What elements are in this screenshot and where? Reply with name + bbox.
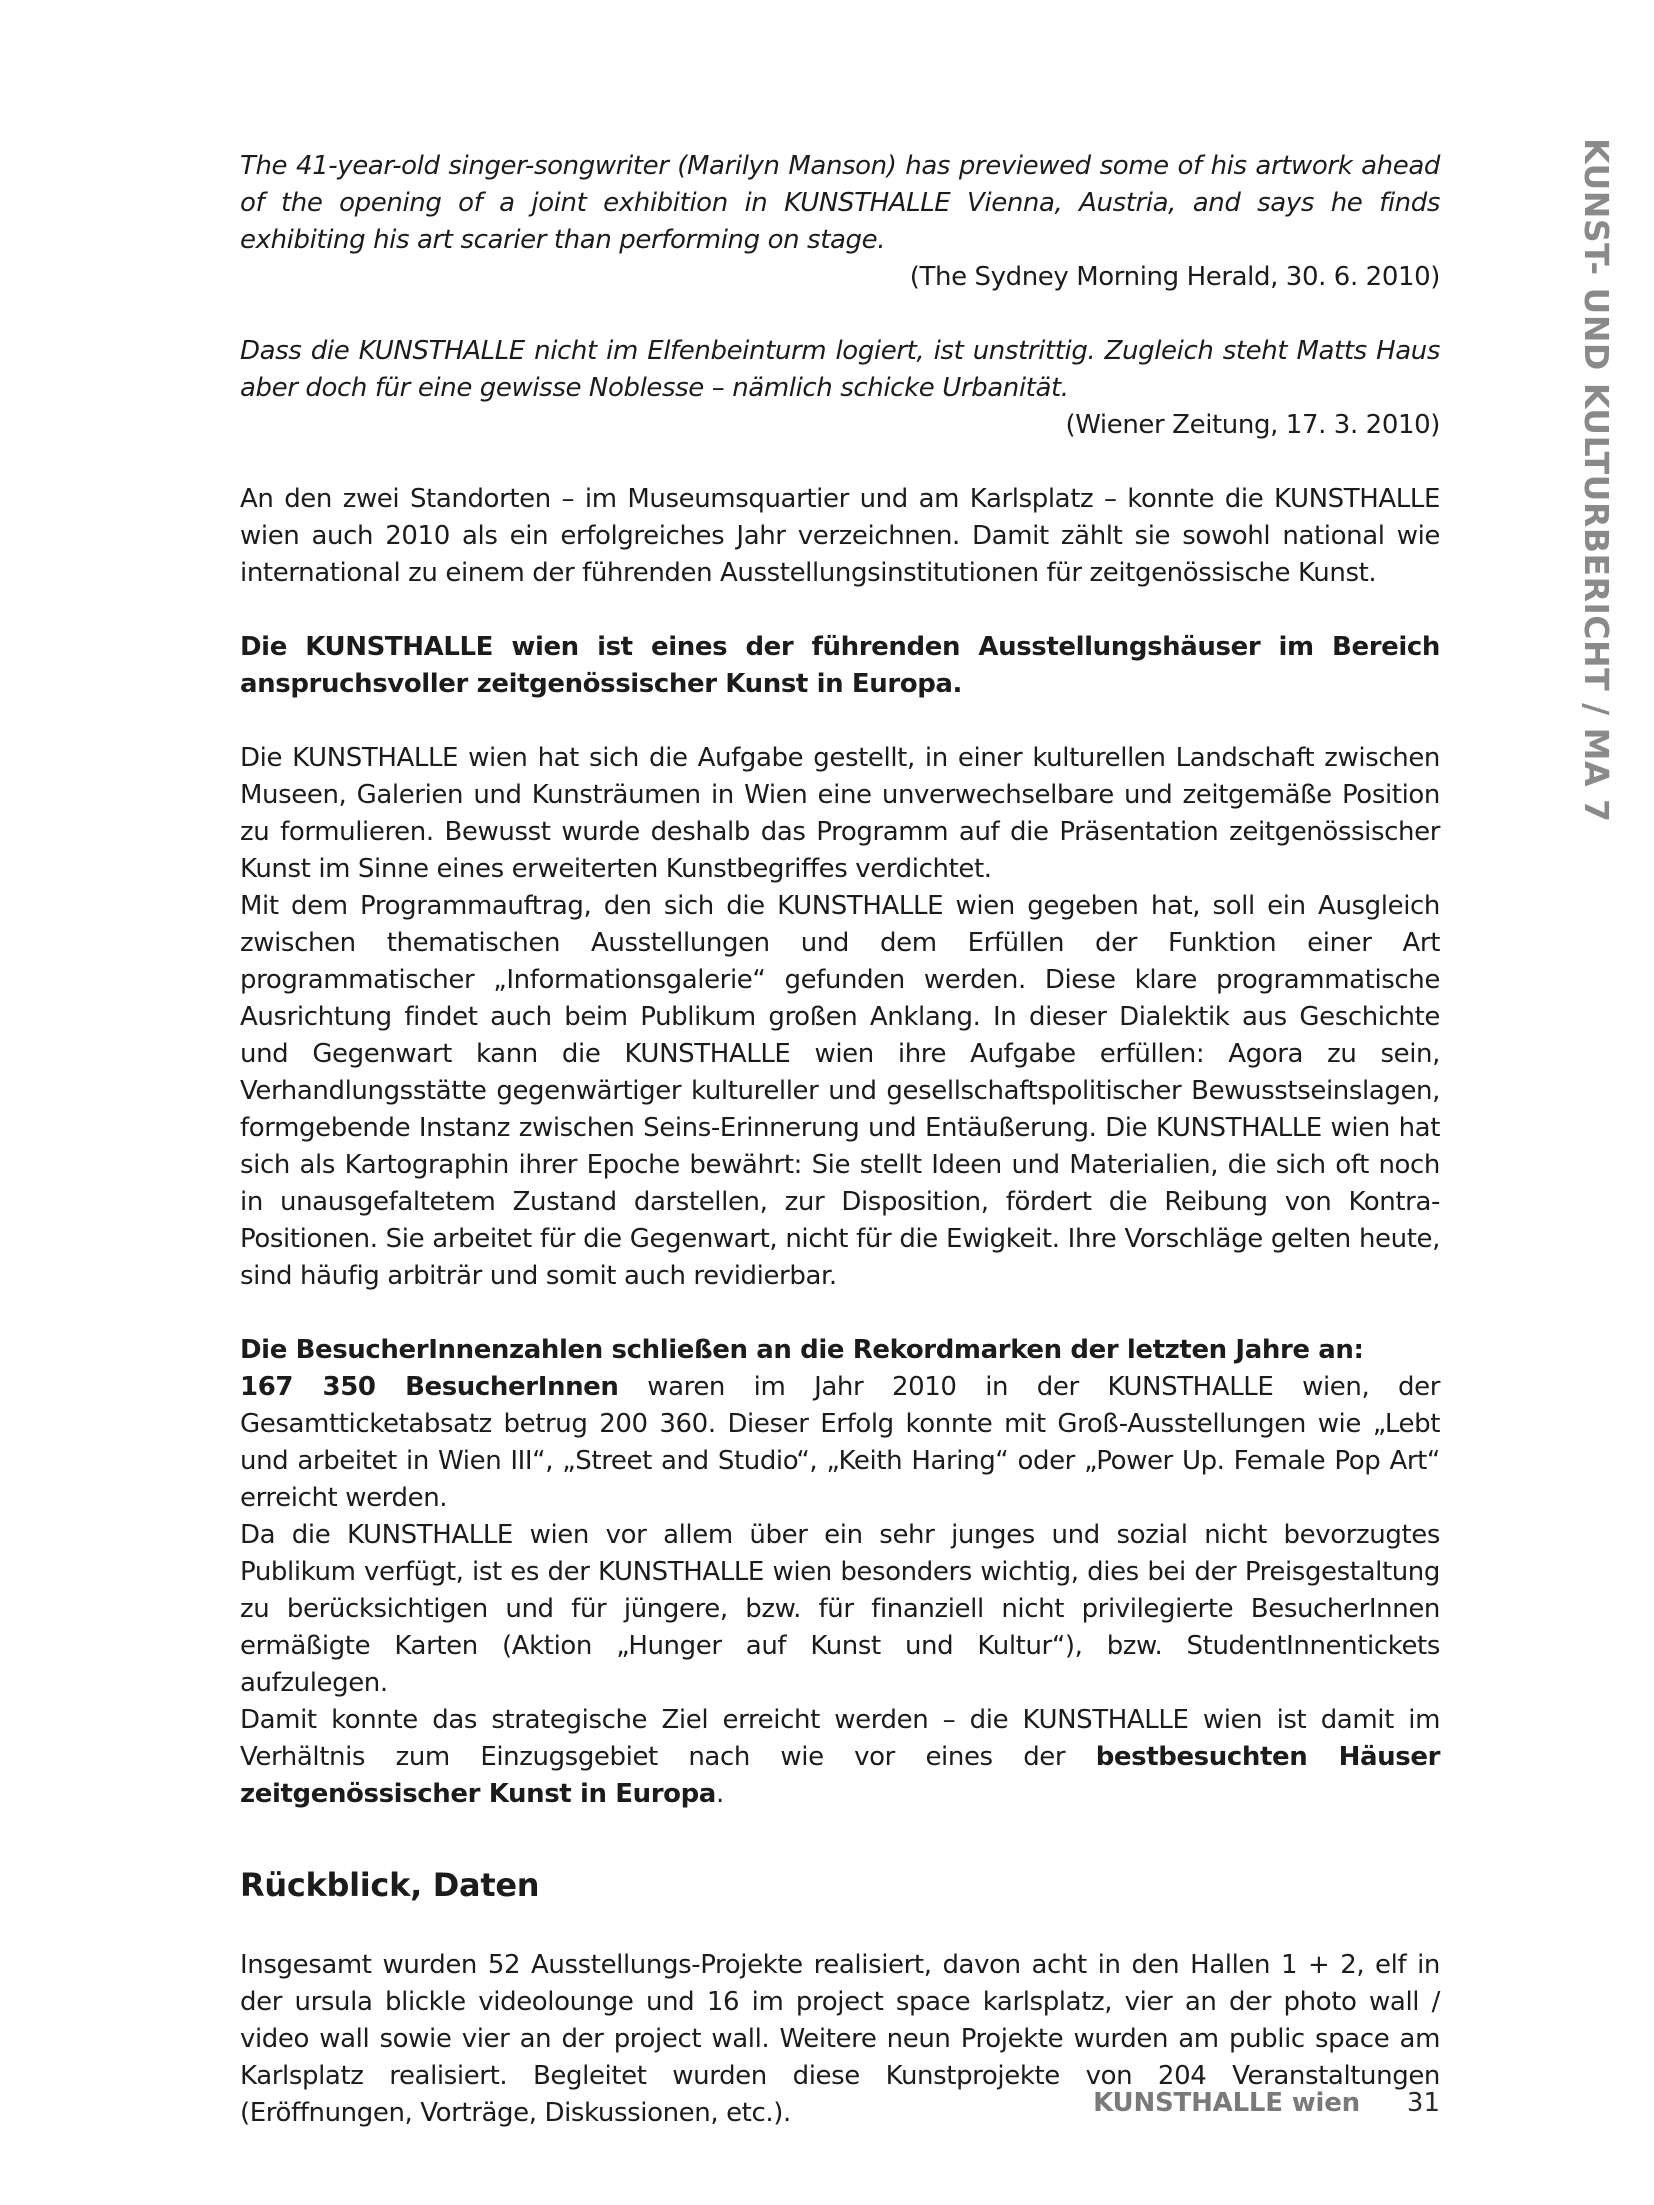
main-content: [240, 148, 1440, 2132]
footer-brand: KUNSTHALLE wien: [1093, 2088, 1360, 2118]
intro-paragraph: An den zwei Standorten – im Museumsquartier und am Karlsplatz – konnte die KUNSTHALLE wien auch 2010 als ein erfolgreiches Jahr verzeichnen. Damit zählt sie sowohl national wie international zu einem der führenden Ausstellungsinstitutionen für zeitgenössische Kunst.: [240, 484, 1440, 588]
goal-paragraph: [240, 1702, 1440, 1813]
section-title: Rückblick, Daten: [240, 1866, 540, 1904]
visitors-count-paragraph: [240, 1369, 1440, 1517]
pricing-paragraph: Da die KUNSTHALLE wien vor allem über ein sehr junges und sozial nicht bevorzugtes Publikum verfügt, ist es der KUNSTHALLE wien besonders wichtig, dies bei der Preisgestaltung zu berücksichtigen und für jüngere, bzw. für finanziell nicht privilegierte BesucherInnen ermäßigte Karten (Aktion „Hunger auf Kunst und Kultur“), bzw. StudentInnentickets aufzulegen.: [240, 1520, 1440, 1698]
page-number: 31: [1406, 2088, 1440, 2118]
goal-text: Damit konnte das strategische Ziel erreicht werden – die KUNSTHALLE wien ist damit im Verhältnis zum Einzugsgebiet nach wie vor eines der: [240, 1705, 1440, 1772]
quote-source-1: (The Sydney Morning Herald, 30. 6. 2010): [909, 262, 1440, 292]
quote-text-1: The 41-year-old singer-songwriter (Marilyn Manson) has previewed some of his artwork ahead of the opening of a joint exhibition in KUNSTHALLE Vienna, Austria, and says he finds exhibiting his art scarier than performing on stage.: [240, 151, 1440, 255]
mission-paragraph-2: Mit dem Programmauftrag, den sich die KUNSTHALLE wien gegeben hat, soll ein Ausgleich zwischen thematischen Ausstellungen und dem Erfüllen der Funktion einer Art programmatischer „Informationsgalerie“ gefunden werden. Diese klare programmatische Ausrichtung findet auch beim Publikum großen Anklang. In dieser Dialektik aus Geschichte und Gegenwart kann die KUNSTHALLE wien ihre Aufgabe erfüllen: Agora zu sein, Verhandlungsstätte gegenwärtiger kultureller und gesellschaftspolitischer Bewusstseinslagen, formgebende Instanz zwischen Seins-Erinnerung und Entäußerung. Die KUNSTHALLE wien hat sich als Kartographin ihrer Epoche bewährt: Sie stellt Ideen und Materialien, die sich oft noch in unausgefaltetem Zustand darstellen, zur Disposition, fördert die Reibung von Kontra-Positionen. Sie arbeitet für die Gegenwart, nicht für die Ewigkeit. Ihre Vorschläge gelten heute, sind häufig arbiträr und somit auch revidierbar.: [240, 891, 1440, 1291]
headline-bold: Die KUNSTHALLE wien ist eines der führenden Ausstellungshäuser im Bereich anspruchsvoller zeitgenössischer Kunst in Europa.: [240, 632, 1440, 699]
mission-paragraph-1: Die KUNSTHALLE wien hat sich die Aufgabe gestellt, in einer kulturellen Landschaft zwischen Museen, Galerien und Kunsträumen in Wien eine unverwechselbare und zeitgemäße Position zu formulieren. Bewusst wurde deshalb das Programm auf die Präsentation zeitgenössischer Kunst im Sinne eines erweiterten Kunstbegriffes verdichtet.: [240, 743, 1440, 884]
visitors-count-text: waren im Jahr 2010 in der KUNSTHALLE wien, der Gesamtticketabsatz betrug 200 360. Dieser Erfolg konnte mit Groß-Ausstellungen wie „Lebt und arbeitet in Wien III“, „Street and Studio“, „Keith Haring“ oder „Power Up. Female Pop Art“ erreicht werden.: [240, 1372, 1440, 1513]
goal-bold: bestbesuchten Häuser zeitgenössischer Kunst in Europa: [240, 1742, 1440, 1809]
quote-source-2: (Wiener Zeitung, 17. 3. 2010): [1065, 410, 1440, 440]
section-paragraph: Insgesamt wurden 52 Ausstellungs-Projekte realisiert, davon acht in den Hallen 1 + 2, elf in der ursula blickle videolounge und 16 im project space karlsplatz, vier an der photo wall / video wall sowie vier an der project wall. Weitere neun Projekte wurden am public space am Karlsplatz realisiert. Begleitet wurden diese Kunstprojekte von 204 Veranstaltungen (Eröffnungen, Vorträge, Diskussionen, etc.).: [240, 1950, 1440, 2128]
visitors-heading: Die BesucherInnenzahlen schließen an die Rekordmarken der letzten Jahre an:: [240, 1335, 1364, 1365]
goal-end: .: [715, 1779, 724, 1809]
visitors-count: 167 350 BesucherInnen: [240, 1372, 619, 1402]
quote-text-2: Dass die KUNSTHALLE nicht im Elfenbeinturm logiert, ist unstrittig. Zugleich steht Matts Haus aber doch für eine gewisse Noblesse – nämlich schicke Urbanität.: [240, 336, 1440, 403]
side-running-title: KUNST- UND KULTURBERICHT / MA 7: [1577, 138, 1616, 823]
